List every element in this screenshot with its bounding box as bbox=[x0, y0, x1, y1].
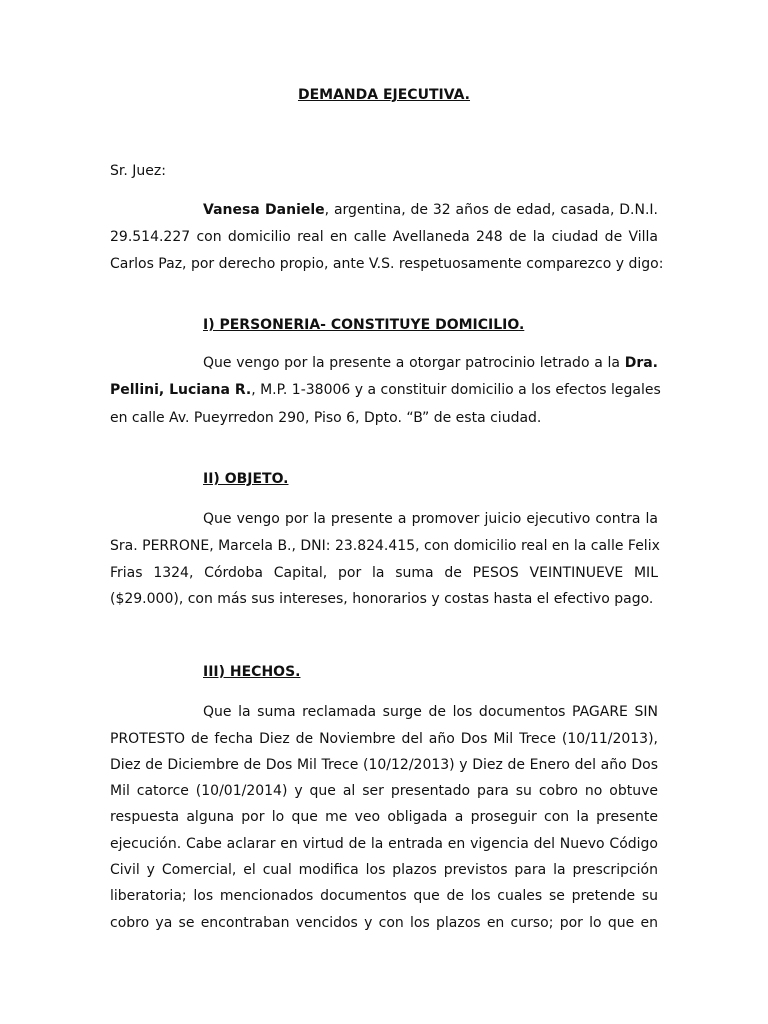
section-1-line-2: Pellini, Luciana R., M.P. 1-38006 y a constituir domicilio a los efectos legales bbox=[110, 382, 661, 398]
intro-line-1: Vanesa Daniele, argentina, de 32 años de edad, casada, D.N.I. bbox=[203, 202, 658, 218]
section-2-line-4: ($29.000), con más sus intereses, honorarios y costas hasta el efectivo pago. bbox=[110, 591, 654, 607]
section-1-line-1: Que vengo por la presente a otorgar patrocinio letrado a la Dra. bbox=[203, 355, 658, 371]
section-2-line-3: Frias 1324, Córdoba Capital, por la suma de PESOS VEINTINUEVE MIL bbox=[110, 565, 658, 581]
section-1-heading: I) PERSONERIA- CONSTITUYE DOMICILIO. bbox=[203, 317, 525, 333]
section-3-line-2: PROTESTO de fecha Diez de Noviembre del año Dos Mil Trece (10/11/2013), bbox=[110, 731, 658, 747]
section-3-line-4: Mil catorce (10/01/2014) y que al ser presentado para su cobro no obtuve bbox=[110, 783, 658, 799]
section-3-line-1: Que la suma reclamada surge de los documentos PAGARE SIN bbox=[203, 704, 658, 720]
section-2-line-2: Sra. PERRONE, Marcela B., DNI: 23.824.415, con domicilio real en la calle Felix bbox=[110, 538, 660, 554]
section-3-line-6: ejecución. Cabe aclarar en virtud de la entrada en vigencia del Nuevo Código bbox=[110, 836, 658, 852]
section-3-line-8: liberatoria; los mencionados documentos que de los cuales se pretende su bbox=[110, 888, 658, 904]
section-3-heading: III) HECHOS. bbox=[203, 664, 301, 680]
section-1-line-3: en calle Av. Pueyrredon 290, Piso 6, Dpto. “B” de esta ciudad. bbox=[110, 410, 542, 426]
section-3-line-3: Diez de Diciembre de Dos Mil Trece (10/12/2013) y Diez de Enero del año Dos bbox=[110, 757, 658, 773]
section-3-line-7: Civil y Comercial, el cual modifica los plazos previstos para la prescripción bbox=[110, 862, 658, 878]
lawyer-title: Dra. bbox=[624, 355, 658, 371]
section-2-line-1: Que vengo por la presente a promover juicio ejecutivo contra la bbox=[203, 511, 658, 527]
salutation: Sr. Juez: bbox=[110, 163, 166, 179]
lawyer-name: Pellini, Luciana R. bbox=[110, 382, 252, 398]
section-3-line-5: respuesta alguna por lo que me veo obligada a proseguir con la presente bbox=[110, 809, 658, 825]
plaintiff-name: Vanesa Daniele bbox=[203, 202, 325, 218]
section-3-line-9: cobro ya se encontraban vencidos y con los plazos en curso; por lo que en bbox=[110, 915, 658, 931]
intro-line-2: 29.514.227 con domicilio real en calle Avellaneda 248 de la ciudad de Villa bbox=[110, 229, 658, 245]
section-2-heading: II) OBJETO. bbox=[203, 471, 289, 487]
document-title: DEMANDA EJECUTIVA. bbox=[297, 87, 471, 103]
intro-line-3: Carlos Paz, por derecho propio, ante V.S. respetuosamente comparezco y digo: bbox=[110, 256, 664, 272]
